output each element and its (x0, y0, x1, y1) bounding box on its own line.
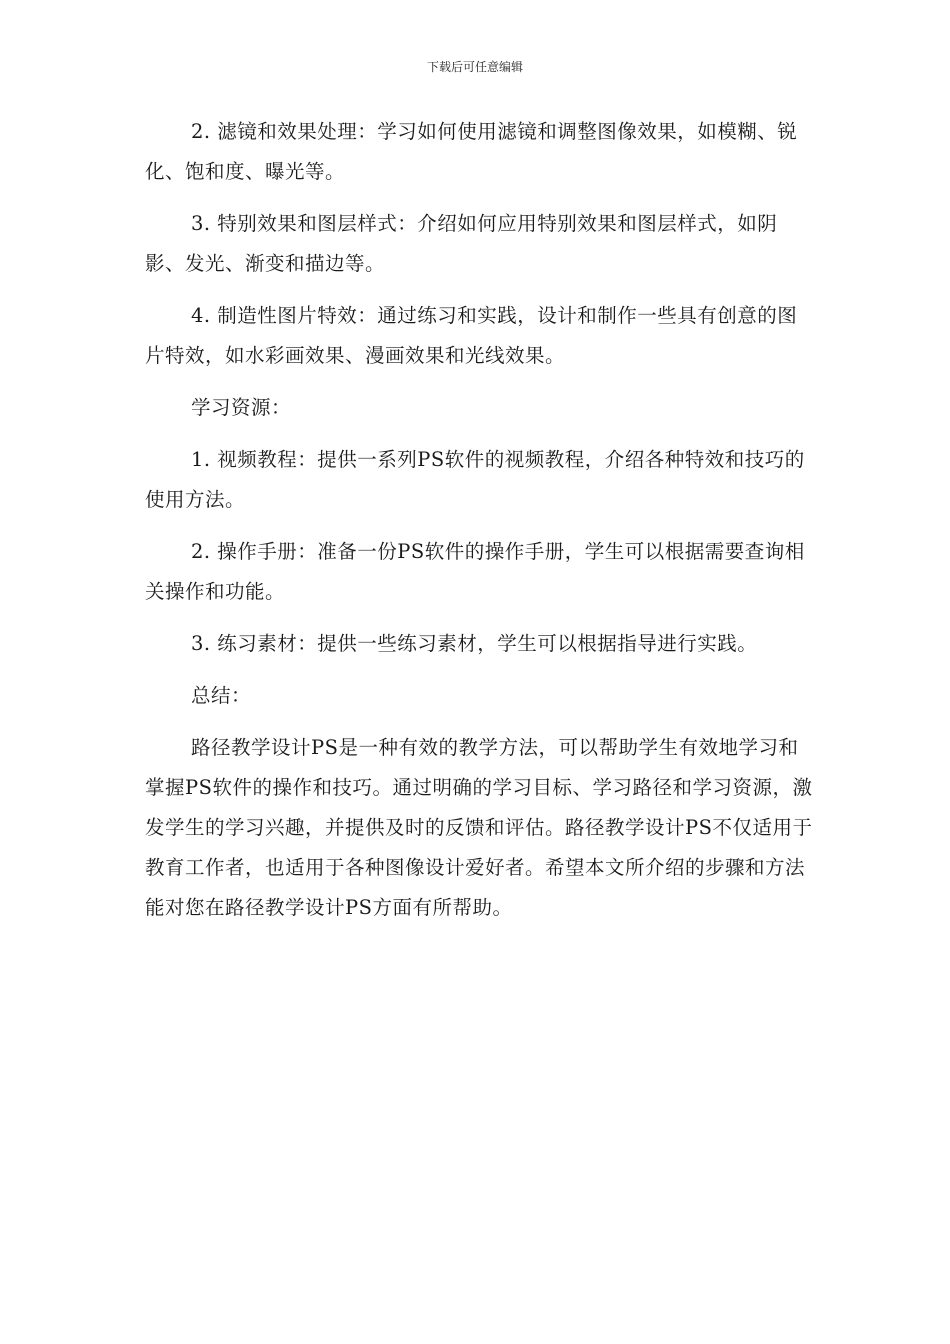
page-header: 下载后可任意编辑 (426, 60, 523, 74)
paragraph-special-effects-layer-styles: 3. 特别效果和图层样式：介绍如何应用特别效果和图层样式，如阴影、发光、渐变和描边等。 (145, 212, 778, 275)
heading-summary: 总结： (191, 684, 252, 707)
paragraph-creative-image-effects: 4. 制造性图片特效：通过练习和实践，设计和制作一些具有创意的图片特效，如水彩画效果、漫画效果和光线效果。 (145, 304, 798, 367)
paragraph-filters-effects: 2. 滤镜和效果处理：学习如何使用滤镜和调整图像效果，如模糊、锐化、饱和度、曝光等。 (145, 120, 798, 183)
paragraph-video-tutorials: 1. 视频教程：提供一系列PS软件的视频教程，介绍各种特效和技巧的使用方法。 (145, 448, 805, 511)
paragraph-summary-body: 路径教学设计PS是一种有效的教学方法，可以帮助学生有效地学习和掌握PS软件的操作和技巧。通过明确的学习目标、学习路径和学习资源，激发学生的学习兴趣，并提供及时的反馈和评估。路径教学设计PS不仅适用于教育工作者，也适用于各种图像设计爱好者。希望本文所介绍的步骤和方法能对您在路径教学设计PS方面有所帮助。 (145, 736, 813, 919)
paragraph-operation-manual: 2. 操作手册：准备一份PS软件的操作手册，学生可以根据需要查询相关操作和功能。 (145, 540, 805, 603)
paragraph-practice-materials: 3. 练习素材：提供一些练习素材，学生可以根据指导进行实践。 (191, 632, 758, 655)
heading-learning-resources: 学习资源： (191, 396, 292, 419)
document-body (145, 112, 815, 940)
